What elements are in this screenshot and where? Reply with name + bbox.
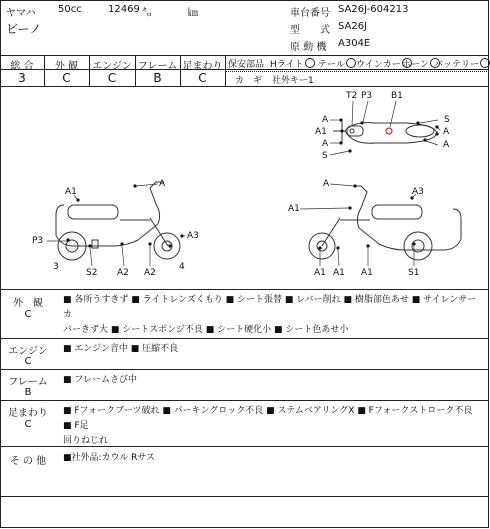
mark-label: A1 bbox=[315, 127, 327, 137]
mark-label: A bbox=[443, 140, 450, 150]
mark-label: A2 bbox=[144, 268, 156, 278]
score-header-engine: エンジン bbox=[92, 61, 132, 72]
mark-label: 3 bbox=[53, 262, 59, 272]
mark-label: A2 bbox=[117, 268, 129, 278]
mark-label: A3 bbox=[412, 187, 424, 197]
comment-label-suspension: 足まわり bbox=[8, 408, 48, 419]
score-engine: C bbox=[107, 71, 117, 85]
mark-label: P3 bbox=[361, 91, 373, 101]
comment-grade-frame: B bbox=[24, 387, 32, 398]
safety-parts-label: 保安部品 bbox=[228, 60, 265, 70]
safety-item-headlight: Hライト bbox=[270, 57, 315, 70]
score-total: 3 bbox=[18, 71, 26, 85]
safety-item-tail: テール bbox=[318, 57, 356, 70]
mark-label: A1 bbox=[333, 268, 345, 278]
mark-label: A bbox=[323, 179, 330, 189]
comment-text-engine: ■ エンジン音中 ■ 圧縮不良 bbox=[63, 344, 179, 354]
comment-label-exterior: 外 観 bbox=[13, 298, 43, 309]
score-header-total: 総 合 bbox=[10, 61, 34, 72]
mileage: 12469 bbox=[108, 4, 140, 15]
model-type: SA26J bbox=[338, 21, 368, 32]
score-exterior: C bbox=[62, 71, 71, 85]
mark-label: P3 bbox=[32, 236, 44, 246]
mark-label: A1 bbox=[65, 187, 77, 197]
maker-name: ヤマハ bbox=[6, 8, 36, 19]
key-label: カ ギ bbox=[235, 76, 263, 86]
engine-model: A304E bbox=[338, 38, 371, 49]
score-frame: B bbox=[153, 71, 162, 85]
model-type-label: 型 式 bbox=[290, 25, 330, 36]
score-header-frame: フレーム bbox=[137, 61, 178, 72]
mark-label: A1 bbox=[314, 268, 326, 278]
score-suspension: C bbox=[198, 71, 207, 85]
safety-item-horn: ホーン bbox=[402, 57, 440, 70]
mark-label: A3 bbox=[187, 231, 199, 241]
engine-model-label: 原 動 機 bbox=[290, 42, 327, 53]
mark-label: T2 bbox=[346, 91, 358, 101]
key-value: 社外キー1 bbox=[272, 76, 314, 86]
comment-text-frame: ■ フレームさび中 bbox=[63, 375, 138, 385]
mark-label: S1 bbox=[408, 268, 420, 278]
safety-item-winker: ウインカー bbox=[356, 57, 412, 70]
comment-grade-engine: C bbox=[24, 356, 32, 367]
comment-text-suspension: ■ Fフォークブーツ破れ ■ パーキングロック不良 ■ ステムベアリングX ■ Fフォークストローク不良 ■ F足 回りねじれ bbox=[63, 406, 473, 446]
score-header-suspension: 足まわり bbox=[182, 61, 223, 72]
comment-grade-suspension: C bbox=[24, 419, 32, 430]
score-header-exterior: 外 観 bbox=[54, 61, 79, 72]
safety-item-battery: バッテリー bbox=[434, 57, 490, 70]
mark-label: A1 bbox=[288, 204, 300, 214]
comment-label-engine: エンジン bbox=[8, 346, 48, 357]
displacement: 50cc bbox=[58, 4, 82, 15]
mileage-unit: ㌔ bbox=[142, 8, 152, 19]
mark-label: B1 bbox=[391, 91, 403, 101]
mark-label: S bbox=[322, 151, 328, 161]
model-name: ビーノ bbox=[6, 22, 42, 36]
comment-text-other: ■社外品:カウル Rサス bbox=[63, 453, 156, 463]
comment-text-exterior: ■ 各所うすきず ■ ライトレンズくもり ■ シート張替 ■ レバー削れ ■ 樹脂部色あせ ■ サイレンサーカ バーきず大 ■ シートスポンジ不良 ■ シート硬化小 ■ シート色あせ小 bbox=[63, 295, 477, 335]
mark-label: A1 bbox=[361, 268, 373, 278]
frame-number-label: 車台番号 bbox=[290, 8, 330, 19]
km-unit: ㎞ bbox=[188, 8, 198, 19]
mark-label: A bbox=[322, 139, 329, 149]
comment-label-frame: フレーム bbox=[8, 377, 48, 388]
mark-label: S bbox=[444, 115, 450, 125]
mark-label: A bbox=[443, 127, 450, 137]
mark-label: S2 bbox=[86, 268, 98, 278]
frame-number: SA26J-604213 bbox=[338, 4, 409, 15]
mark-label: A bbox=[322, 115, 329, 125]
mark-label: A bbox=[159, 179, 166, 189]
comment-grade-exterior: C bbox=[24, 309, 32, 320]
comment-label-other: そ の 他 bbox=[9, 456, 47, 467]
mark-label: 4 bbox=[179, 262, 185, 272]
